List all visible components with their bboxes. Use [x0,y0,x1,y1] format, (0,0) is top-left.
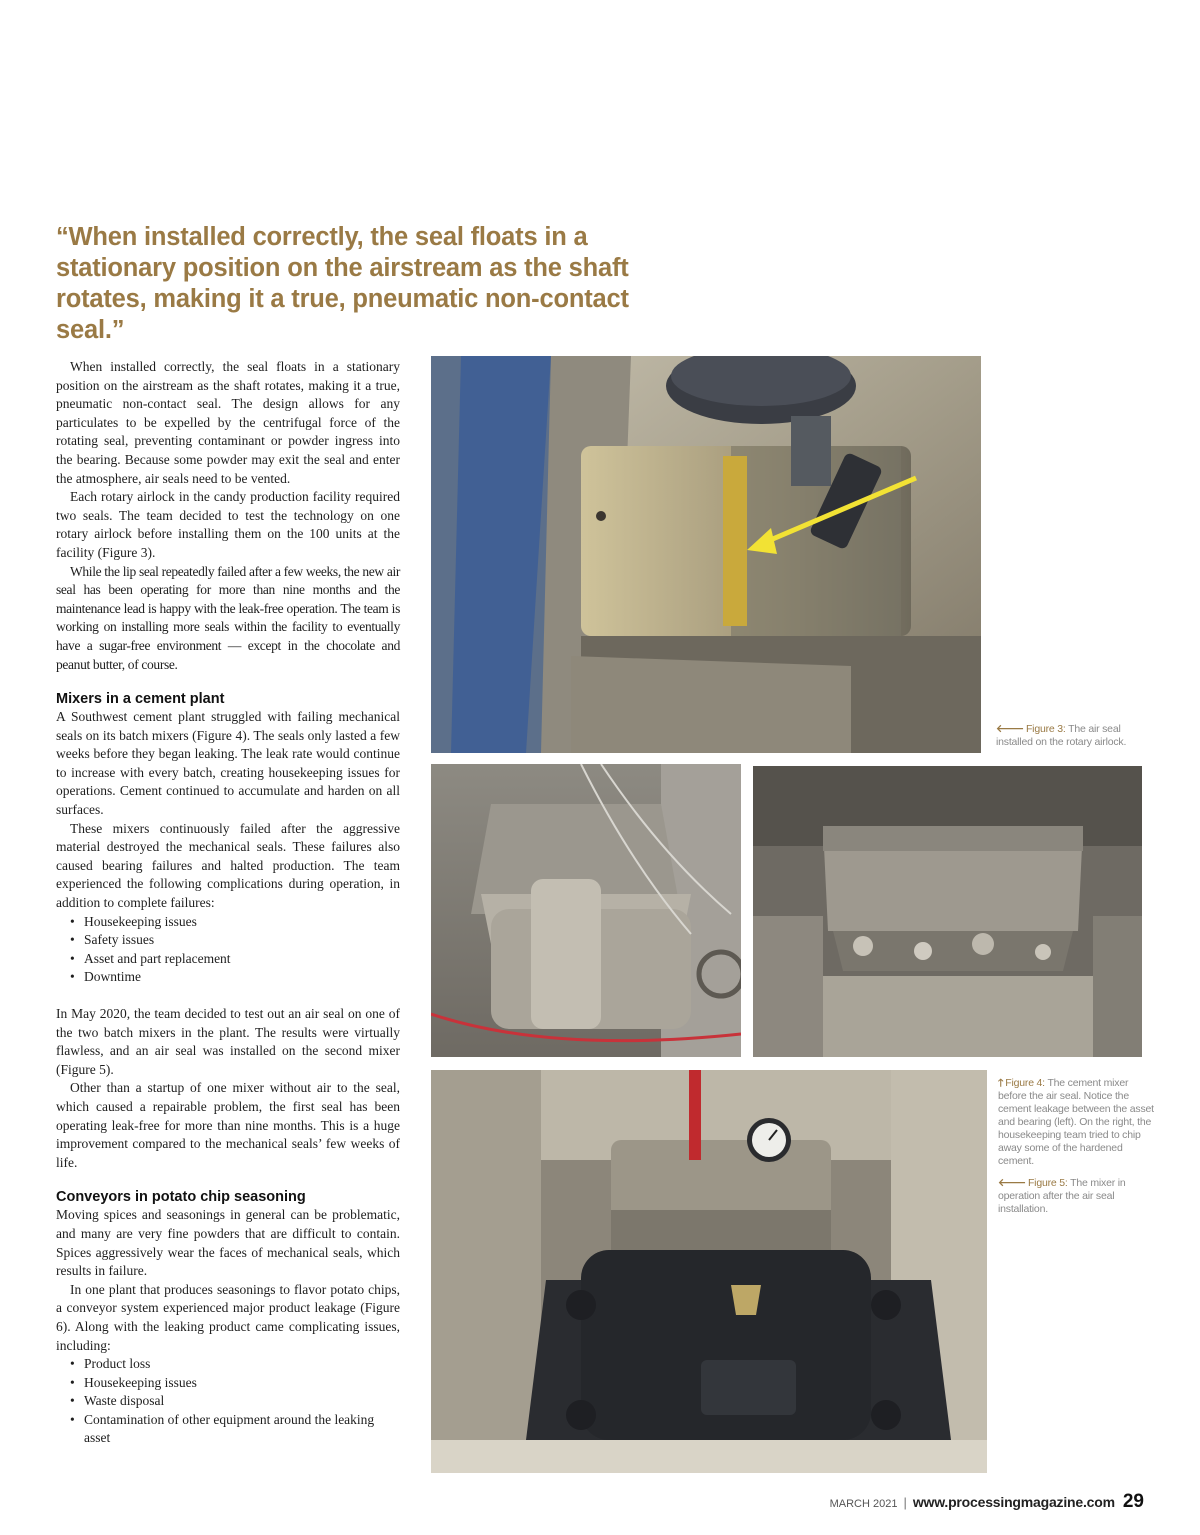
website-url[interactable]: www.processingmagazine.com [912,1494,1115,1510]
paragraph-7: Other than a startup of one mixer without air to the seal, which caused a repairable problem, the first seal has been operating leak-free for more than nine months. This is a huge improvement compared to the mechanical seals’ few weeks of life. [56,1080,400,1170]
figure-3-photo [431,356,981,753]
figure-5-caption [998,1177,1158,1216]
figure-label: Figure 3: [1025,723,1066,735]
footer-separator: | [903,1495,907,1510]
paragraph-3: While the lip seal repeatedly failed after a few weeks, the new air seal has been operating for more than nine months and the maintenance lead is happy with the leak-free operation. The team is working on installing more seals within the facility to eventually have a sugar-free environment — except in the chocolate and peanut butter, of course. [56,563,401,672]
figure-4-caption [998,1077,1158,1168]
pull-quote: “When installed correctly, the seal floats in a stationary position on the airstream as the shaft rotates, making it a true, pneumatic non-contact seal.” [56,223,629,344]
page-number: 29 [1122,1491,1144,1512]
caption-text: The mixer in operation after the air seal installation. [998,1177,1126,1215]
caption-text: The air seal installed on the rotary airlock. [996,723,1127,748]
paragraph-2: Each rotary airlock in the candy production facility required two seals. The team decided to test the technology on one rotary airlock before installing them on the 100 units at the facility (Figure 3). [56,489,400,560]
section-heading-conveyors: Conveyors in potato chip seasoning [56,1189,306,1206]
paragraph-5: These mixers continuously failed after the aggressive material destroyed the mechanical seals. These failures also caused bearing failures and halted production. The team experienced the following complications during operation, in addition to complete failures: [56,820,400,911]
caption-text: The cement mixer before the air seal. Notice the cement leakage between the asset and bearing (left). On the right, the housekeeping team tried to chip away some of the hardened cement. [998,1077,1154,1167]
list-item: • Contamination of other equipment around the leaking asset [56,1411,400,1448]
list-item: • Safety issues [56,931,400,950]
issues-list [56,1355,400,1448]
paragraph-4: A Southwest cement plant struggled with failing mechanical seals on its batch mixers (Figure 4). The seals only lasted a few weeks before they began leaking. The leak rate would continue to increase with every batch, creating housekeeping issues for operations. Cement continued to accumulate and harden on all surfaces. [56,709,400,818]
paragraph-9: In one plant that produces seasonings to flavor potato chips, a conveyor system experienced major product leakage (Figure 6). Along with the leaking product came complicating issues, including: [56,1281,400,1353]
list-item: • Housekeeping issues [56,913,400,932]
list-item: • Downtime [56,968,400,987]
paragraph-6: In May 2020, the team decided to test out an air seal on one of the two batch mixers in the plant. The results were virtually flawless, and an air seal was installed on the second mixer (Figure 5). [56,1006,400,1077]
figure-5-photo [431,1070,987,1473]
list-item: • Asset and part replacement [56,950,400,969]
figure-4-right-photo [753,766,1142,1057]
section-heading-mixers: Mixers in a cement plant [56,691,225,708]
paragraph-1: When installed correctly, the seal floats in a stationary position on the airstream as the shaft rotates, making it a true, pneumatic non-contact seal. The design allows for any particulates to be expelled by the centrifugal force of the rotating seal, preventing contaminant or powder ingress into the bearing. Because some powder may exit the seal and enter the atmosphere, air seals need to be vented. [56,359,400,486]
arrow-left-icon: 🡐 [998,1177,1026,1189]
list-item: • Product loss [56,1355,400,1374]
figure-4-left-photo [431,764,741,1057]
arrow-left-icon: 🡐 [996,723,1024,735]
paragraph-8: Moving spices and seasonings in general can be problematic, and many are very fine powders that are difficult to contain. Spices aggressively wear the faces of mechanical seals, which results in failure. [56,1207,400,1279]
page-footer [830,1491,1144,1513]
figure-label: Figure 5: [1027,1177,1068,1189]
figure-label: Figure 4: [1005,1077,1045,1089]
article-body-column [56,358,400,1448]
list-item: • Housekeeping issues [56,1374,400,1393]
figure-3-caption [996,723,1156,749]
complications-list [56,913,400,987]
arrow-up-icon: 🡑 [998,1077,1004,1089]
issue-date: MARCH 2021 [829,1498,898,1510]
list-item: • Waste disposal [56,1392,400,1411]
